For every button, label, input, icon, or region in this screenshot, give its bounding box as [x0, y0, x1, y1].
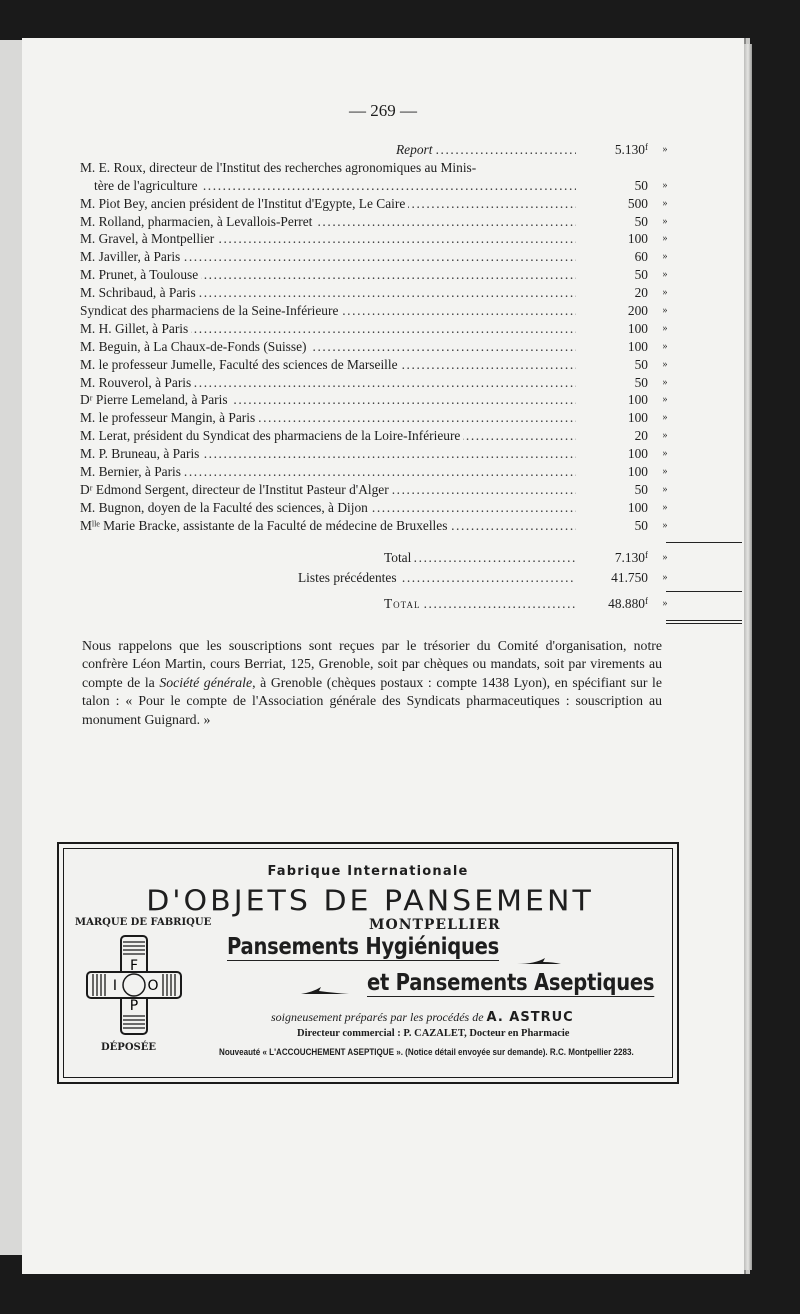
ledger-row-label: Syndicat des pharmaciens de la Seine-Inférieure — [80, 303, 341, 318]
page-number: — 269 — — [349, 101, 417, 120]
ledger-row-amount: 20 — [634, 428, 648, 444]
ledger-row-label: Dʳ Edmond Sergent, directeur de l'Institut Pasteur d'Alger — [80, 482, 392, 497]
ledger-row — [80, 338, 670, 356]
ledger-row-mark: » — [662, 233, 668, 245]
ledger-row-amount: 100 — [627, 392, 648, 408]
logo-letter-right: O — [147, 978, 159, 994]
ledger-row-amount: 100 — [627, 338, 648, 354]
ledger-row-mark: » — [662, 376, 668, 388]
ledger-row-amount: 200 — [627, 303, 648, 319]
ledger-row-label: M. Prunet, à Toulouse — [80, 267, 201, 282]
previous-amount: 41.750 — [611, 569, 648, 585]
grand-total-amount: 48.880$^f$ — [608, 595, 648, 611]
grand-total-rule-bottom — [666, 620, 742, 621]
entries-list — [80, 159, 670, 535]
fipo-logo-icon — [85, 932, 183, 1038]
ledger-row — [80, 463, 670, 481]
ledger-row-amount: 100 — [627, 464, 648, 480]
ledger-row — [80, 499, 670, 517]
total-row — [80, 549, 670, 567]
grand-total-label: Total — [384, 596, 423, 611]
ledger-row-label: M. H. Gillet, à Paris — [80, 321, 191, 336]
ledger-row — [80, 356, 670, 374]
ad-title: D'OBJETS DE PANSEMENT — [146, 884, 594, 919]
ad-city: MONTPELLIER — [369, 917, 501, 933]
ledger-row-label: Mˡˡᵉ Marie Bracke, assistante de la Faculté de médecine de Bruxelles — [80, 518, 450, 533]
previous-row — [80, 569, 670, 587]
ledger-row-mark: » — [662, 394, 668, 406]
ledger-row-mark: » — [662, 466, 668, 478]
ledger-row — [80, 213, 670, 231]
ad-hygienic-line: Pansements Hygiéniques — [227, 934, 500, 960]
ledger-row-amount: 50 — [634, 267, 648, 283]
report-label: Report — [396, 142, 435, 157]
ledger-row-amount: 20 — [634, 285, 648, 301]
grand-total-rule-double — [666, 623, 742, 624]
ledger-row — [80, 481, 670, 499]
ledger-row — [80, 517, 670, 535]
ledger-row-amount: 50 — [634, 213, 648, 229]
ledger-row-amount: 50 — [634, 481, 648, 497]
ledger-row — [80, 391, 670, 409]
ledger-row-label: M. Piot Bey, ancien président de l'Institut d'Egypte, Le Caire — [80, 196, 408, 211]
ledger-row-mark: » — [662, 483, 668, 495]
logo-letter-bottom: P — [129, 998, 139, 1014]
ledger-row — [80, 177, 670, 195]
ad-director: Directeur commercial : P. CAZALET, Docteur en Pharmacie — [297, 1028, 570, 1039]
logo-letter-top: F — [129, 958, 139, 974]
ledger-row-label: M. E. Roux, directeur de l'Institut des recherches agronomiques au Minis- — [80, 160, 479, 175]
ledger-row — [80, 409, 670, 427]
subscription-notice: Nous rappelons que les souscriptions sont reçues par le trésorier du Comité d'organisation, notre confrère Léon Martin, cours Berriat, 125, Grenoble, soit par chèques ou mandats, soit par virements au compte de la Société générale, à Grenoble (chèques postaux : compte 1438 Lyon), en spécifiant sur le talon : « Pour le compte de l'Association générale des Syndicats pharmaceutiques : souscription au monument Guignard. » — [82, 638, 662, 727]
ledger-row-label: M. Schribaud, à Paris — [80, 285, 199, 300]
ledger-row-label: M. P. Bruneau, à Paris — [80, 446, 202, 461]
total-label: Total — [384, 550, 414, 565]
ledger-row — [80, 302, 670, 320]
report-amount: 5.130$^f$ — [614, 142, 648, 157]
total-rule — [666, 542, 742, 543]
grand-total-rule — [666, 591, 742, 592]
ad-aseptic-line: et Pansements Aseptiques — [367, 970, 655, 996]
report-mark: » — [662, 144, 668, 155]
ledger-row — [80, 427, 670, 445]
ledger-row — [80, 230, 670, 248]
totals-block — [80, 541, 670, 611]
ledger-row-mark: » — [662, 430, 668, 442]
bank-name: Société générale — [159, 674, 253, 690]
ledger-row-amount: 50 — [634, 517, 648, 533]
report-row — [80, 141, 670, 159]
ledger-row-amount: 100 — [627, 231, 648, 247]
ledger-row-label: M. Lerat, président du Syndicat des pharmaciens de la Loire-Inférieure — [80, 428, 463, 443]
previous-mark: » — [662, 571, 668, 583]
ledger-row-label: tère de l'agriculture — [94, 178, 201, 193]
subscription-list — [80, 141, 670, 535]
ledger-row-label: M. Javiller, à Paris — [80, 249, 183, 264]
ledger-row-amount: 100 — [627, 499, 648, 515]
ledger-row — [80, 320, 670, 338]
grand-total-row — [80, 595, 670, 613]
ledger-row-mark: » — [662, 412, 668, 424]
page-stack-edge — [744, 44, 752, 1270]
ad-novelty: Nouveauté « L'ACCOUCHEMENT ASEPTIQUE ». (Notice détail envoyée sur demande). R.C. Montpellier 2283. — [219, 1046, 634, 1057]
ledger-row-amount: 60 — [634, 249, 648, 265]
ad-preparation-line: soigneusement préparés par les procédés de A. ASTRUC — [271, 1010, 574, 1025]
ledger-row-mark: » — [662, 305, 668, 317]
ledger-row-mark: » — [662, 448, 668, 460]
ledger-row — [80, 266, 670, 284]
advertisement — [57, 842, 679, 1084]
ledger-row-amount: 50 — [634, 374, 648, 390]
ledger-row — [80, 374, 670, 392]
ledger-row-mark: » — [662, 269, 668, 281]
ledger-row-label: M. Rolland, pharmacien, à Levallois-Perret — [80, 214, 315, 229]
ledger-row-mark: » — [662, 215, 668, 227]
ad-fabrique: Fabrique Internationale — [267, 864, 469, 879]
ad-maker-name: A. ASTRUC — [486, 1010, 574, 1025]
ledger-row-amount: 500 — [627, 195, 648, 211]
ledger-row-mark: » — [662, 501, 668, 513]
ledger-row-mark: » — [662, 179, 668, 191]
ledger-row-mark: » — [662, 251, 668, 263]
previous-label: Listes précédentes — [298, 570, 400, 585]
ad-trademark: MARQUE DE FABRIQUE — [75, 917, 212, 928]
ledger-row-mark: » — [662, 322, 668, 334]
ledger-row-amount: 100 — [627, 446, 648, 462]
ledger-row — [80, 159, 670, 177]
ledger-row-label: Dʳ Pierre Lemeland, à Paris — [80, 392, 231, 407]
ledger-row-amount: 50 — [634, 177, 648, 193]
ledger-row — [80, 248, 670, 266]
grand-total-mark: » — [662, 597, 668, 609]
swoosh-decoration-icon — [515, 956, 563, 966]
ledger-row — [80, 445, 670, 463]
ledger-row-label: M. Bernier, à Paris — [80, 464, 184, 479]
ledger-row-label: M. le professeur Mangin, à Paris — [80, 410, 258, 425]
ledger-row-label: M. Gravel, à Montpellier — [80, 231, 217, 246]
ledger-row — [80, 284, 670, 302]
ledger-row-label: M. Rouverol, à Paris — [80, 375, 194, 390]
ledger-row-mark: » — [662, 519, 668, 531]
ledger-row-mark: » — [662, 197, 668, 209]
total-mark: » — [662, 552, 668, 563]
total-amount: 7.130$^f$ — [614, 550, 648, 565]
logo-letter-left: I — [112, 978, 118, 994]
ledger-row-mark: » — [662, 340, 668, 352]
ledger-row-amount: 100 — [627, 410, 648, 426]
ledger-row-label: M. Beguin, à La Chaux-de-Fonds (Suisse) — [80, 339, 310, 354]
ledger-row-mark: » — [662, 358, 668, 370]
ad-registered: DÉPOSÉE — [101, 1042, 156, 1053]
ledger-row-label: M. le professeur Jumelle, Faculté des sciences de Marseille — [80, 357, 401, 372]
ledger-row-mark: » — [662, 287, 668, 299]
ledger-row-amount: 50 — [634, 356, 648, 372]
swoosh-decoration-icon — [299, 986, 351, 996]
ledger-row — [80, 195, 670, 213]
ledger-row-amount: 100 — [627, 320, 648, 336]
ledger-row-label: M. Bugnon, doyen de la Faculté des sciences, à Dijon — [80, 500, 371, 515]
